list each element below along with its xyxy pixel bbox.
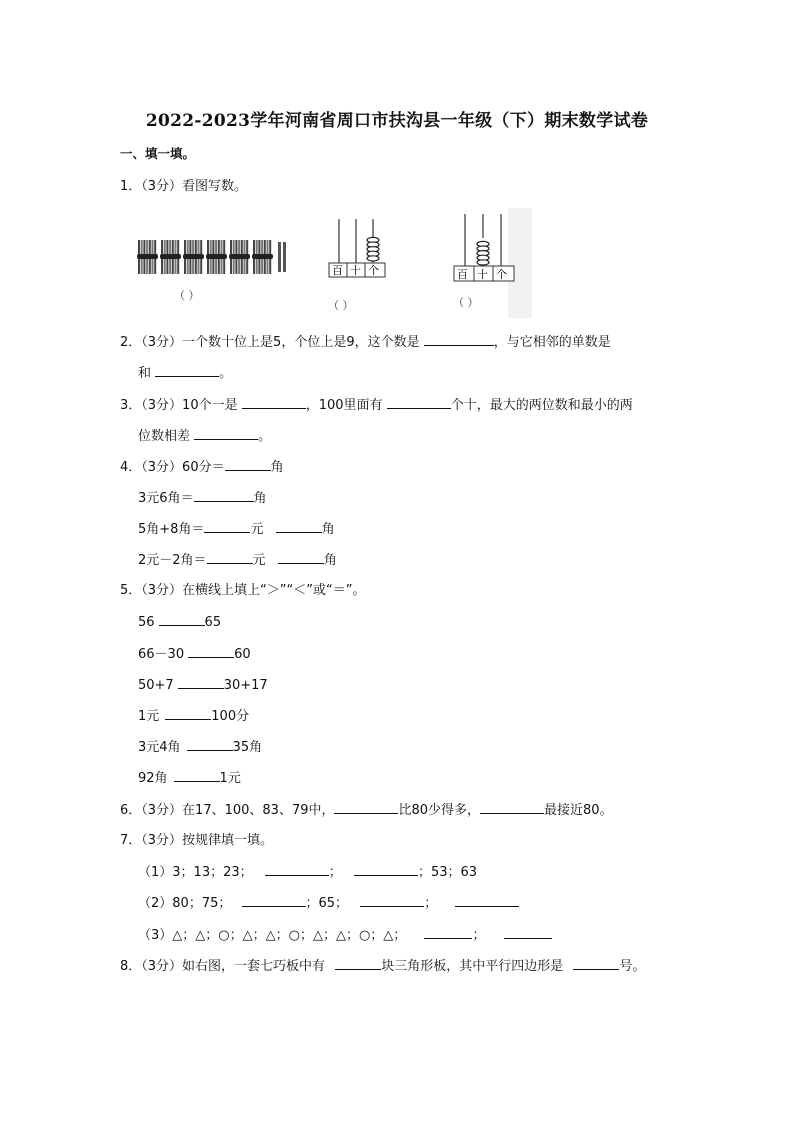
answer-blank[interactable]	[155, 364, 219, 377]
question-3-cont: 位数相差 。	[138, 429, 272, 444]
answer-blank[interactable]	[424, 333, 494, 346]
answer-blank[interactable]	[360, 894, 424, 907]
page-title: 2022-2023学年河南省周口市扶沟县一年级（下）期末数学试卷	[145, 111, 649, 131]
answer-blank[interactable]	[165, 707, 211, 720]
answer-blank[interactable]	[504, 926, 552, 939]
answer-blank[interactable]	[174, 769, 220, 782]
compare-item: 56 65	[138, 615, 222, 630]
question-5: 5．（3分）在横线上填上“＞”“＜”或“＝”。	[120, 583, 366, 598]
svg-text:百: 百	[457, 268, 468, 281]
figure-abacus-2	[450, 208, 532, 318]
answer-blank[interactable]	[335, 957, 381, 970]
answer-blank[interactable]	[194, 489, 254, 502]
compare-item: 50+7 30+17	[138, 678, 268, 693]
answer-blank[interactable]	[265, 863, 329, 876]
answer-blank[interactable]	[424, 926, 472, 939]
answer-blank[interactable]	[573, 957, 619, 970]
answer-blank[interactable]	[194, 427, 258, 440]
answer-blank[interactable]	[455, 894, 519, 907]
question-2-cont: 和 。	[138, 366, 233, 381]
answer-paren: （ ）	[453, 296, 479, 309]
question-4-item: 3元6角＝ 角	[138, 491, 267, 506]
answer-blank[interactable]	[334, 801, 398, 814]
compare-item: 3元4角 35角	[138, 740, 263, 755]
compare-item: 66－30 60	[138, 647, 251, 662]
question-4-item: 2元－2角＝ 元 角	[138, 553, 337, 568]
figure-sticks	[136, 228, 296, 313]
answer-blank[interactable]	[242, 894, 306, 907]
section-heading: 一、填一填。	[120, 146, 196, 161]
question-8: 8．（3分）如右图，一套七巧板中有 块三角形板，其中平行四边形是 号。	[120, 959, 646, 974]
pattern-row-2: （2）80；75； ；65； ；	[138, 894, 519, 913]
question-number: 1．	[120, 179, 142, 194]
svg-text:个: 个	[496, 268, 507, 281]
question-4-item: 5角+8角＝ 元 角	[138, 522, 335, 537]
answer-blank[interactable]	[480, 801, 544, 814]
answer-blank[interactable]	[354, 863, 418, 876]
answer-blank[interactable]	[188, 645, 234, 658]
pattern-row-1: （1）3；13；23； ； ；53；63	[138, 865, 478, 880]
answer-blank[interactable]	[387, 396, 451, 409]
answer-blank[interactable]	[276, 520, 322, 533]
svg-text:百: 百	[332, 264, 343, 277]
answer-paren: （ ）	[174, 289, 200, 302]
compare-item: 92角 1元	[138, 771, 241, 786]
figure-abacus-1	[325, 213, 395, 318]
svg-text:十: 十	[477, 268, 488, 281]
question-1	[120, 178, 247, 196]
answer-paren: （ ）	[328, 299, 354, 312]
answer-blank[interactable]	[178, 676, 224, 689]
answer-blank[interactable]	[187, 738, 233, 751]
compare-item: 1元 100分	[138, 709, 250, 724]
answer-blank[interactable]	[207, 551, 253, 564]
answer-blank[interactable]	[278, 551, 324, 564]
answer-blank[interactable]	[159, 613, 205, 626]
question-4: 4．（3分）60分＝ 角	[120, 460, 284, 475]
answer-blank[interactable]	[242, 396, 306, 409]
svg-text:个: 个	[368, 264, 379, 277]
question-3: 3．（3分）10个一是 ，100里面有 个十，最大的两位数和最小的两	[120, 398, 633, 413]
question-6: 6．（3分）在17、100、83、79中， 比80少得多， 最接近80。	[120, 803, 613, 818]
answer-blank[interactable]	[225, 458, 271, 471]
question-text: （3分）看图写数。	[141, 179, 248, 194]
question-7: 7．（3分）按规律填一填。	[120, 833, 274, 848]
answer-blank[interactable]	[204, 520, 250, 533]
svg-text:十: 十	[350, 264, 361, 277]
pattern-row-3: （3）△；△；○；△；△；○；△；△；○；△； ；	[138, 926, 552, 945]
question-2: 2．（3分）一个数十位上是5，个位上是9，这个数是 ，与它相邻的单数是	[120, 335, 611, 350]
